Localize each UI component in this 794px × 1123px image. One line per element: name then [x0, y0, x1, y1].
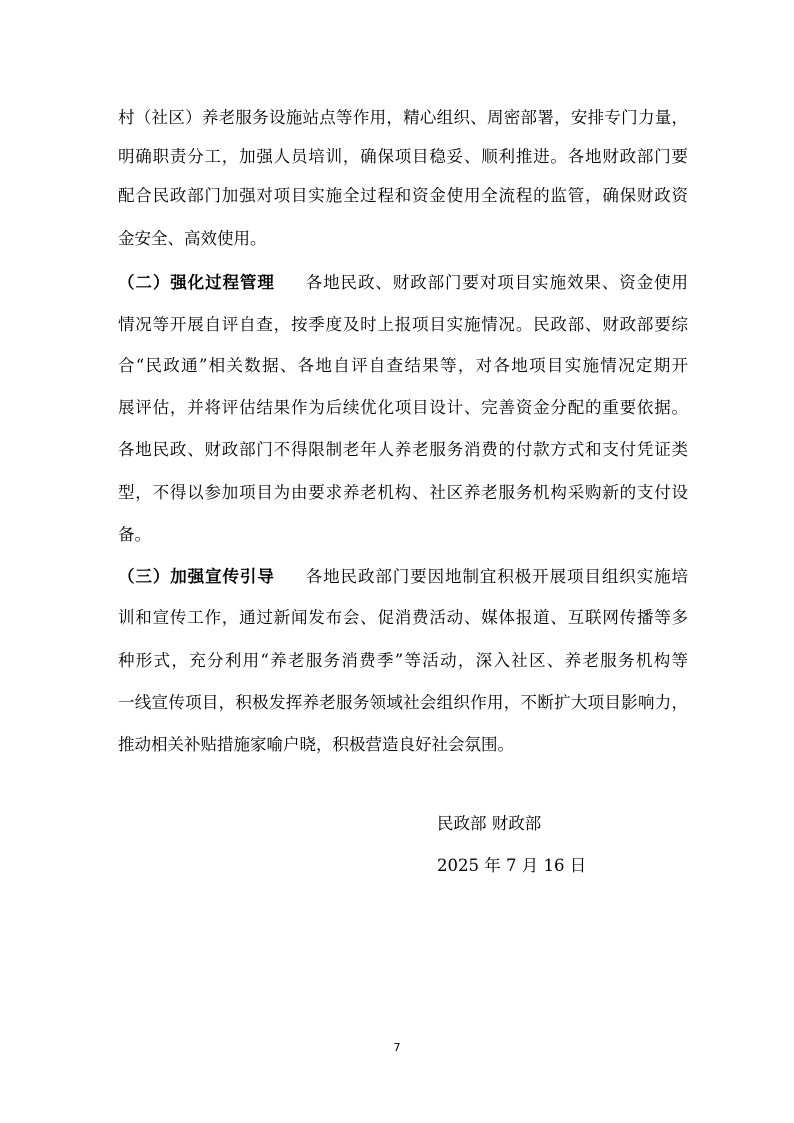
section2-line-3: 合“民政通”相关数据、各地自评自查结果等，对各地项目实施情况定期开 — [118, 356, 688, 375]
section3-first-line — [118, 566, 688, 588]
section3-line-2: 训和宣传工作，通过新闻发布会、促消费活动、媒体报道、互联网传播等多 — [118, 608, 688, 627]
section3-heading: （三）加强宣传引导 — [118, 567, 275, 586]
section2-line-6: 型，不得以参加项目为由要求养老机构、社区养老服务机构采购新的支付设 — [118, 483, 688, 502]
section2-line-4: 展评估，并将评估结果作为后续优化项目设计、完善资金分配的重要依据。 — [118, 398, 688, 417]
signature-date: 2025 年 7 月 16 日 — [437, 856, 587, 875]
section3-line-1: 各地民政部门要因地制宜积极开展项目组织实施培 — [304, 567, 689, 586]
section2-first-line — [118, 272, 688, 294]
section2-heading: （二）强化过程管理 — [118, 273, 275, 292]
page-number: 7 — [393, 1041, 401, 1054]
para1-line-4: 金安全、高效使用。 — [118, 229, 267, 248]
signature-issuer: 民政部 财政部 — [437, 814, 542, 833]
para1-line-3: 配合民政部门加强对项目实施全过程和资金使用全流程的监管，确保财政资 — [118, 186, 688, 205]
section2-line-7: 备。 — [118, 525, 151, 544]
para1-line-1: 村（社区）养老服务设施站点等作用，精心组织、周密部署，安排专门力量， — [118, 108, 688, 127]
section3-line-3: 种形式，充分利用“养老服务消费季”等活动，深入社区、养老服务机构等 — [118, 651, 688, 670]
section3-line-4: 一线宣传项目，积极发挥养老服务领域社会组织作用，不断扩大项目影响力， — [118, 693, 688, 712]
section2-line-5: 各地民政、财政部门不得限制老年人养老服务消费的付款方式和支付凭证类 — [118, 440, 688, 459]
para1-line-2: 明确职责分工，加强人员培训，确保项目稳妥、顺利推进。各地财政部门要 — [118, 147, 688, 166]
section2-line-1: 各地民政、财政部门要对项目实施效果、资金使用 — [304, 273, 689, 292]
section2-line-2: 情况等开展自评自查，按季度及时上报项目实施情况。民政部、财政部要综 — [118, 315, 688, 334]
section3-line-5: 推动相关补贴措施家喻户晓，积极营造良好社会氛围。 — [118, 735, 514, 754]
